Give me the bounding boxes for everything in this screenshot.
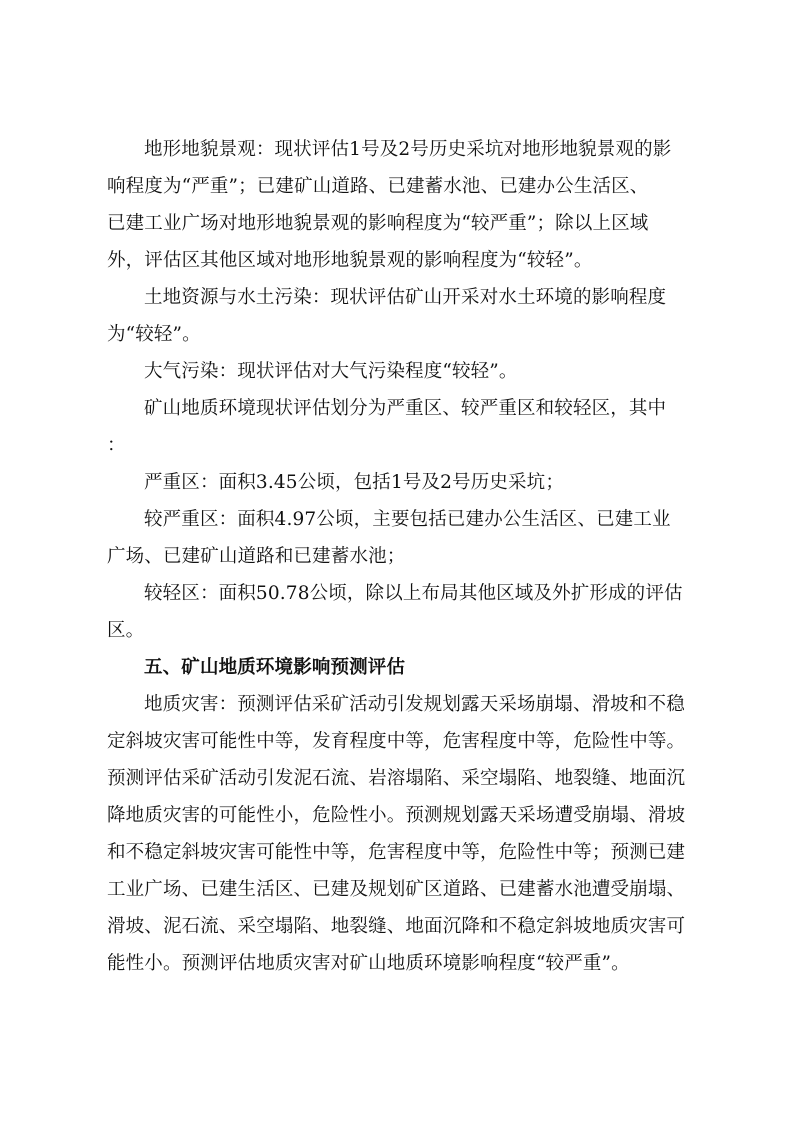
paragraph-air-pollution [107, 353, 693, 390]
paragraph-light-zone [107, 575, 693, 649]
text-line: 较轻区：面积50.78公顷，除以上布局其他区域及外扩形成的评估 [144, 583, 683, 604]
document-body [107, 131, 693, 982]
text-line: 能性小。预测评估地质灾害对矿山地质环境影响程度“较严重”。 [107, 953, 630, 974]
text-line: 矿山地质环境现状评估划分为严重区、较严重区和较轻区，其中 [144, 398, 667, 419]
text-line: 大气污染：现状评估对大气污染程度“较轻”。 [144, 361, 518, 382]
text-line: 滑坡、泥石流、采空塌陷、地裂缝、地面沉降和不稳定斜坡地质灾害可 [107, 916, 686, 937]
paragraph-landform [107, 131, 693, 279]
text-line: 地质灾害：预测评估采矿活动引发规划露天采场崩塌、滑坡和不稳 [144, 694, 685, 715]
text-line: 区。 [107, 620, 145, 641]
paragraph-geological-hazard [107, 686, 693, 982]
text-line: 已建工业广场对地形地貌景观的影响程度为“较严重”；除以上区域 [107, 213, 649, 234]
text-line: 地形地貌景观：现状评估1号及2号历史采坑对地形地貌景观的影 [144, 139, 672, 160]
text-line: 较严重区：面积4.97公顷，主要包括已建办公生活区、已建工业 [144, 509, 671, 530]
section-heading: 五、矿山地质环境影响预测评估 [144, 657, 406, 678]
text-line: 降地质灾害的可能性小，危险性小。预测规划露天采场遭受崩塌、滑坡 [107, 805, 686, 826]
text-line: 外，评估区其他区域对地形地貌景观的影响程度为“较轻”。 [107, 250, 593, 271]
paragraph-land-water-pollution [107, 279, 693, 353]
text-line: 土地资源与水土污染：现状评估矿山开采对水土环境的影响程度 [144, 287, 667, 308]
text-line: 预测评估采矿活动引发泥石流、岩溶塌陷、采空塌陷、地裂缝、地面沉 [107, 768, 686, 789]
text-line: 和不稳定斜坡灾害可能性中等，危害程度中等，危险性中等；预测已建 [107, 842, 686, 863]
text-line: 工业广场、已建生活区、已建及规划矿区道路、已建蓄水池遭受崩塌、 [107, 879, 686, 900]
paragraph-severe-zone [107, 464, 693, 501]
paragraph-moderate-zone [107, 501, 693, 575]
text-line: 严重区：面积3.45公顷，包括1号及2号历史采坑； [144, 472, 564, 493]
paragraph-zoning [107, 390, 693, 464]
text-line: ： [107, 435, 126, 456]
text-line: 响程度为“严重”；已建矿山道路、已建蓄水池、已建办公生活区、 [107, 176, 649, 197]
text-line: 为“较轻”。 [107, 324, 201, 345]
text-line: 定斜坡灾害可能性中等，发育程度中等，危害程度中等，危险性中等。 [107, 731, 686, 752]
text-line: 广场、已建矿山道路和已建蓄水池； [107, 546, 406, 567]
